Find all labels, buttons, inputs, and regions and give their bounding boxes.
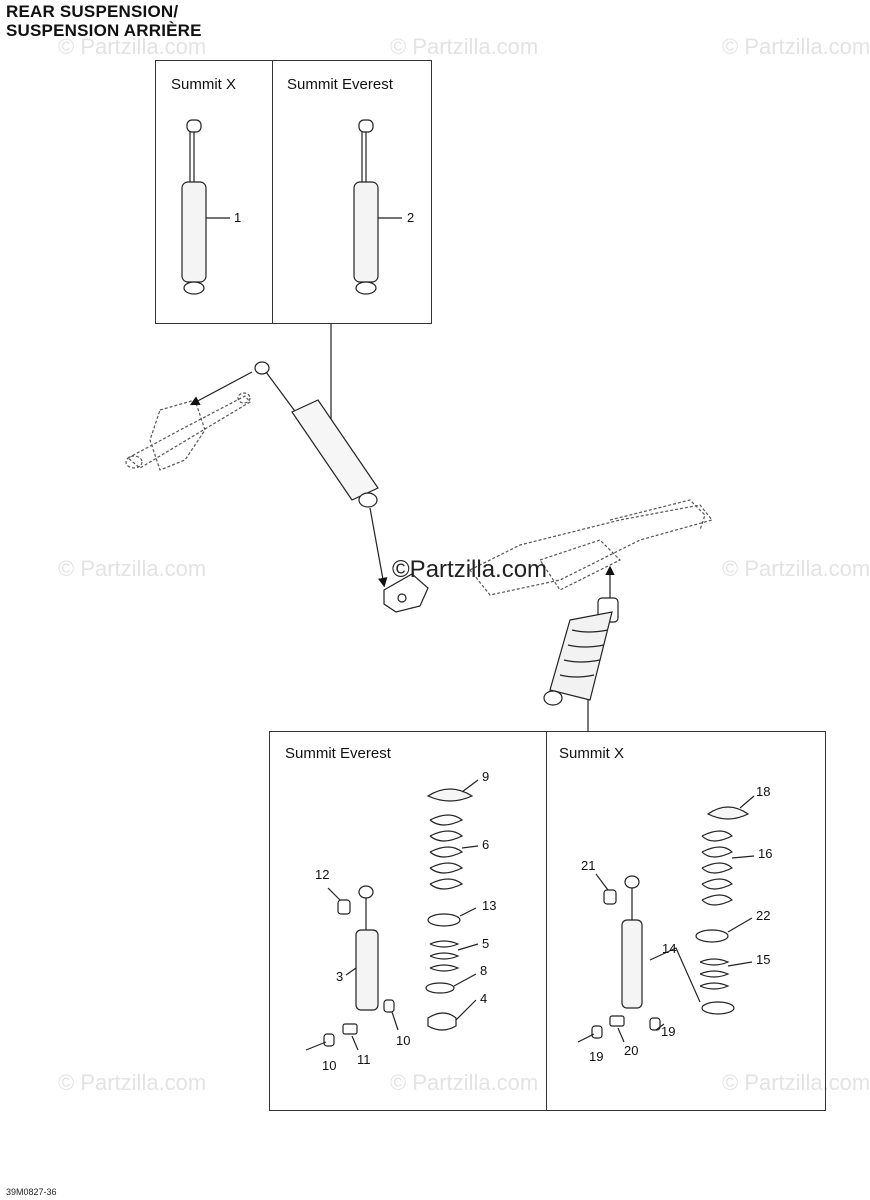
callout-8: 8 xyxy=(480,963,488,978)
callout-19: 19 xyxy=(661,1024,676,1039)
callout-22: 22 xyxy=(756,908,771,923)
watermark: © Partzilla.com xyxy=(58,34,207,59)
callout-5: 5 xyxy=(482,936,490,951)
watermark: © Partzilla.com xyxy=(722,556,870,581)
callout-9: 9 xyxy=(482,769,490,784)
callout-10: 10 xyxy=(396,1033,411,1048)
callout-15: 15 xyxy=(756,952,771,967)
callout-18: 18 xyxy=(756,784,771,799)
watermark: © Partzilla.com xyxy=(58,1070,207,1095)
watermark: © Partzilla.com xyxy=(390,1070,539,1095)
coil-over-shock xyxy=(544,598,618,705)
watermark: © Partzilla.com xyxy=(722,1070,870,1095)
callout-2: 2 xyxy=(407,210,415,225)
main-shock-absorber xyxy=(255,362,378,507)
diagram-code: 39M0827-36 xyxy=(6,1187,57,1197)
callout-12: 12 xyxy=(315,867,330,882)
callout-3: 3 xyxy=(336,969,344,984)
shock-absorber-part-1 xyxy=(182,120,230,294)
center-watermark: ©Partzilla.com xyxy=(392,556,548,583)
everest-parts xyxy=(306,780,478,1050)
watermark: © Partzilla.com xyxy=(390,34,539,59)
shock-absorber-part-2 xyxy=(354,120,402,294)
watermark: © Partzilla.com xyxy=(722,34,870,59)
callout-14: 14 xyxy=(662,941,677,956)
callout-11: 11 xyxy=(357,1052,371,1067)
inset-label-summit-x-bottom: Summit X xyxy=(559,745,625,762)
callout-1: 1 xyxy=(234,210,242,225)
callout-19: 19 xyxy=(589,1049,604,1064)
inset-label-summit-x-top: Summit X xyxy=(171,76,237,93)
title-line-2: SUSPENSION ARRIÈRE xyxy=(6,21,202,40)
callout-6: 6 xyxy=(482,837,490,852)
front-arm-assembly xyxy=(126,393,250,470)
callout-21: 21 xyxy=(581,858,596,873)
inset-label-summit-everest-bottom: Summit Everest xyxy=(285,745,391,762)
summit-x-parts xyxy=(578,796,754,1042)
title-line-1: REAR SUSPENSION/ xyxy=(6,2,179,21)
callout-16: 16 xyxy=(758,846,773,861)
callout-4: 4 xyxy=(480,991,488,1006)
watermark: © Partzilla.com xyxy=(58,556,207,581)
callout-10: 10 xyxy=(322,1058,337,1073)
inset-label-summit-everest-top: Summit Everest xyxy=(287,76,393,93)
callout-13: 13 xyxy=(482,898,497,913)
callout-20: 20 xyxy=(624,1043,639,1058)
